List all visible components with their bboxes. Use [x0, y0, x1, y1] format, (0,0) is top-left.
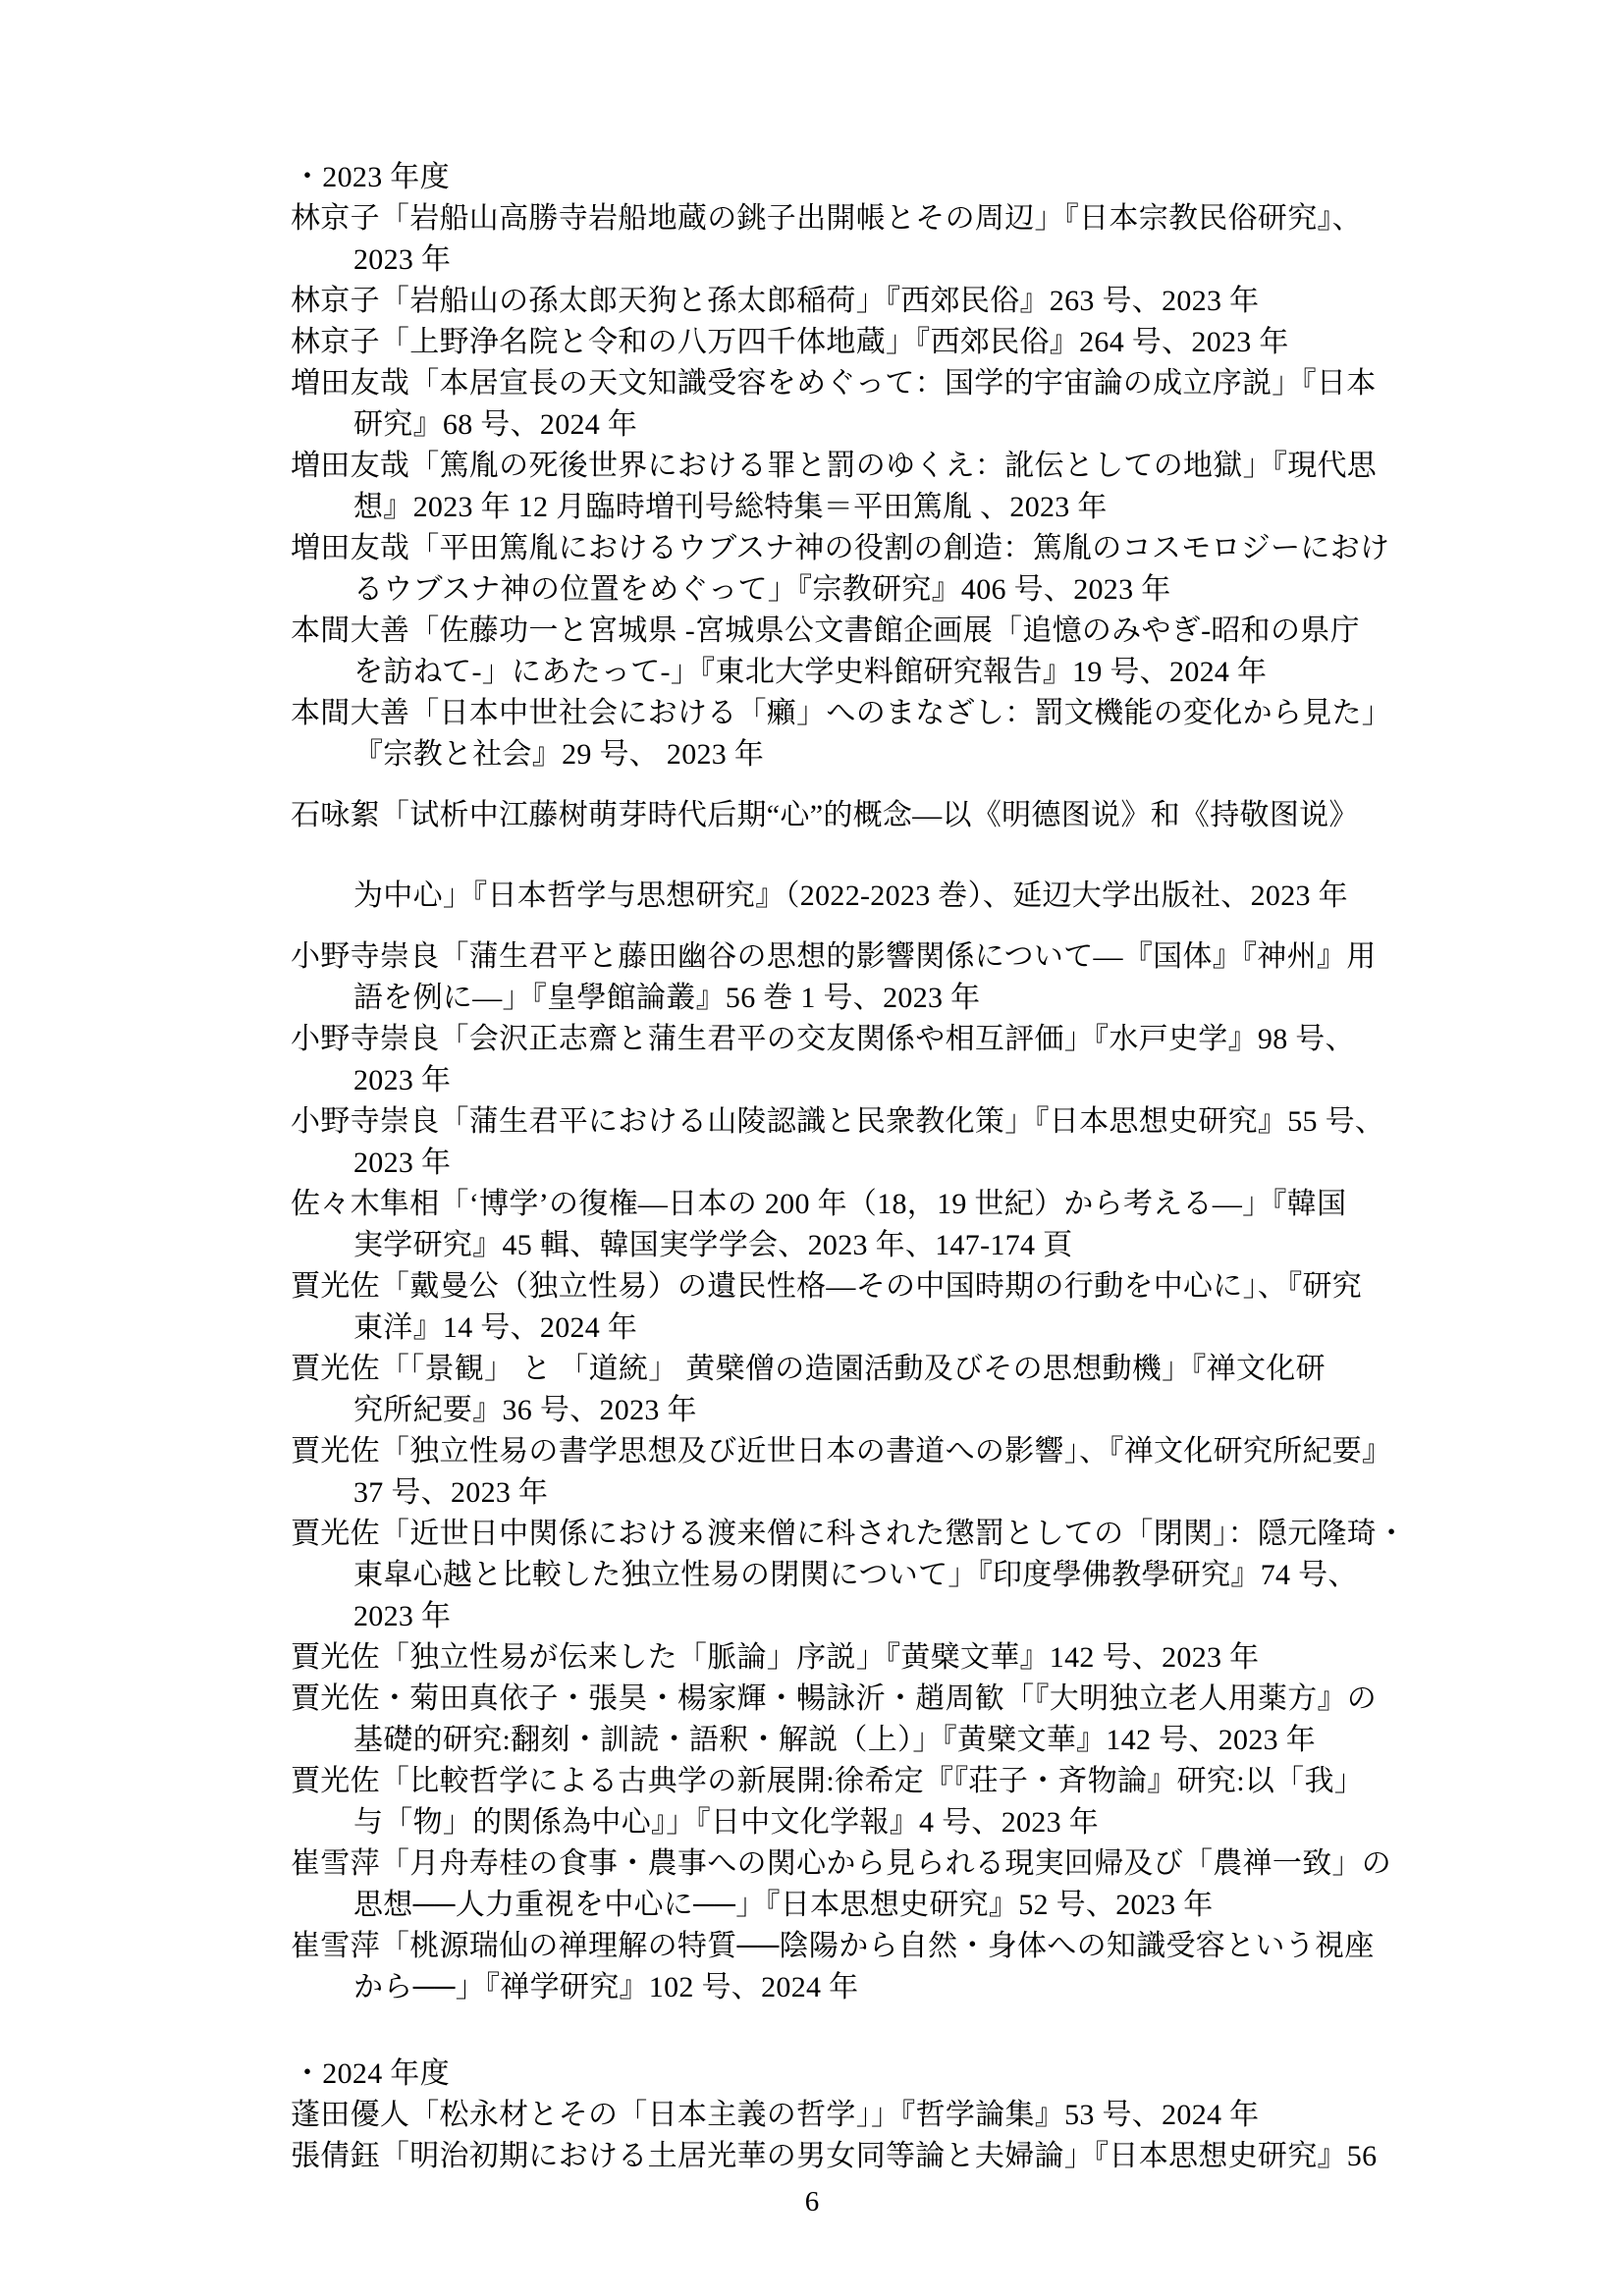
bibliography-line: 为中心」『日本哲学与思想研究』（2022-2023 巻）、延辺大学出版社、2023 年 [353, 880, 1348, 912]
bibliography-line: 研究』68 号、2024 年 [353, 408, 638, 441]
bibliography-line: 本間大善「日本中世社会における「癩」へのまなざし：罰文機能の変化から見た」 [291, 697, 1392, 729]
bibliography-line: 小野寺崇良「蒲生君平と藤田幽谷の思想的影響関係について―『国体』『神州』用 [291, 940, 1377, 973]
bibliography-line: 蓬田優人「松永材とその「日本主義の哲学」」『哲学論集』53 号、2024 年 [291, 2099, 1260, 2131]
bibliography-line: 与「物」的関係為中心』」『日中文化学報』4 号、2023 年 [353, 1806, 1099, 1839]
bibliography-line: 小野寺崇良「会沢正志齋と蒲生君平の交友関係や相互評価」『水戸史学』98 号、 [291, 1023, 1355, 1055]
bibliography-line: 崔雪萍「月舟寿桂の食事・農事への関心から見られる現実回帰及び「農禅一致」の [291, 1847, 1392, 1880]
bibliography-line: 賈光佐・菊田真依子・張昊・楊家輝・暢詠沂・趙周歓「『大明独立老人用薬方』の [291, 1682, 1378, 1715]
bibliography-line: るウブスナ神の位置をめぐって」『宗教研究』406 号、2023 年 [353, 573, 1171, 606]
bibliography-list [291, 157, 1410, 2177]
bibliography-line: 本間大善「佐藤功一と宮城県 -宮城県公文書館企画展「追憶のみやぎ-昭和の県庁 [291, 614, 1360, 647]
bibliography-line: 語を例に―」『皇學館論叢』56 巻 1 号、2023 年 [353, 982, 981, 1014]
bibliography-line: 究所紀要』36 号、2023 年 [353, 1394, 697, 1426]
bibliography-line: 賈光佐「「景観」 と 「道統」 黄檗僧の造園活動及びその思想動機」『禅文化研 [291, 1353, 1326, 1385]
bibliography-line: 実学研究』45 輯、韓国実学学会、2023 年、147-174 頁 [353, 1229, 1073, 1261]
bibliography-line: 増田友哉「平田篤胤におけるウブスナ神の役割の創造：篤胤のコスモロジーにおけ [291, 532, 1390, 564]
bibliography-line: 林京子「上野浄名院と令和の八万四千体地蔵」『西郊民俗』264 号、2023 年 [291, 326, 1289, 358]
bibliography-line: 賈光佐「戴曼公（独立性易）の遺民性格―その中国時期の行動を中心に」、『研究 [291, 1270, 1363, 1303]
section-heading: ・2023 年度 [293, 161, 450, 193]
bibliography-line: 小野寺崇良「蒲生君平における山陵認識と民衆教化策」『日本思想史研究』55 号、 [291, 1105, 1385, 1138]
bibliography-line: 賈光佐「独立性易が伝来した「脈論」序説」『黄檗文華』142 号、2023 年 [291, 1641, 1260, 1674]
bibliography-line: 林京子「岩船山の孫太郎天狗と孫太郎稲荷」『西郊民俗』263 号、2023 年 [291, 285, 1260, 317]
bibliography-line: 張倩鈺「明治初期における土居光華の男女同等論と夫婦論」『日本思想史研究』56 [291, 2140, 1378, 2172]
bibliography-line: 東洋』14 号、2024 年 [353, 1311, 638, 1344]
bibliography-line: 林京子「岩船山高勝寺岩船地蔵の銚子出開帳とその周辺」『日本宗教民俗研究』、 [291, 202, 1363, 235]
bibliography-line: 『宗教と社会』29 号、 2023 年 [353, 738, 765, 771]
bibliography-line: 37 号、2023 年 [353, 1476, 549, 1509]
bibliography-line: 崔雪萍「桃源瑞仙の禅理解の特質──陰陽から自然・身体への知識受容という視座 [291, 1930, 1375, 1962]
bibliography-line: 賈光佐「近世日中関係における渡来僧に科された懲罰としての「閉関」：隠元隆琦・ [291, 1518, 1407, 1550]
bibliography-line: 2023 年 [353, 243, 452, 276]
bibliography-line: 佐々木隼相「‘博学’の復権―日本の 200 年（18，19 世紀）から考える―」『韓国 [291, 1188, 1347, 1220]
bibliography-line: 増田友哉「本居宣長の天文知識受容をめぐって：国学的宇宙論の成立序説」『日本 [291, 367, 1377, 400]
bibliography-line: 賈光佐「独立性易の書学思想及び近世日本の書道への影響」、『禅文化研究所紀要』 [291, 1435, 1392, 1468]
bibliography-line: 増田友哉「篤胤の死後世界における罪と罰のゆくえ：訛伝としての地獄」『現代思 [291, 450, 1378, 482]
bibliography-line: 2023 年 [353, 1064, 452, 1096]
bibliography-line: 思想──人力重視を中心に──」『日本思想史研究』52 号、2023 年 [353, 1889, 1214, 1921]
page-number: 6 [804, 2186, 820, 2217]
bibliography-line: 想』2023 年 12 月臨時増刊号総特集＝平田篤胤 、2023 年 [353, 491, 1108, 523]
bibliography-line: 賈光佐「比較哲学による古典学の新展開:徐希定『『荘子・斉物論』研究:以「我」 [291, 1765, 1365, 1797]
bibliography-line: を訪ねて-」にあたって-」『東北大学史料館研究報告』19 号、2024 年 [353, 656, 1268, 688]
bibliography-line: 2023 年 [353, 1147, 452, 1179]
bibliography-line: から──」『禅学研究』102 号、2024 年 [353, 1971, 859, 2003]
section-heading: ・2024 年度 [293, 2057, 450, 2090]
bibliography-line: 基礎的研究:翻刻・訓読・語釈・解説（上）」『黄檗文華』142 号、2023 年 [353, 1724, 1317, 1756]
bibliography-line: 2023 年 [353, 1600, 452, 1632]
bibliography-line: 東皐心越と比較した独立性易の閉関について」『印度學佛教學研究』74 号、 [353, 1559, 1358, 1591]
bibliography-line: 石咏絮「试析中江藤树萌芽時代后期“心”的概念—以《明德图说》和《持敬图说》 [291, 799, 1359, 831]
